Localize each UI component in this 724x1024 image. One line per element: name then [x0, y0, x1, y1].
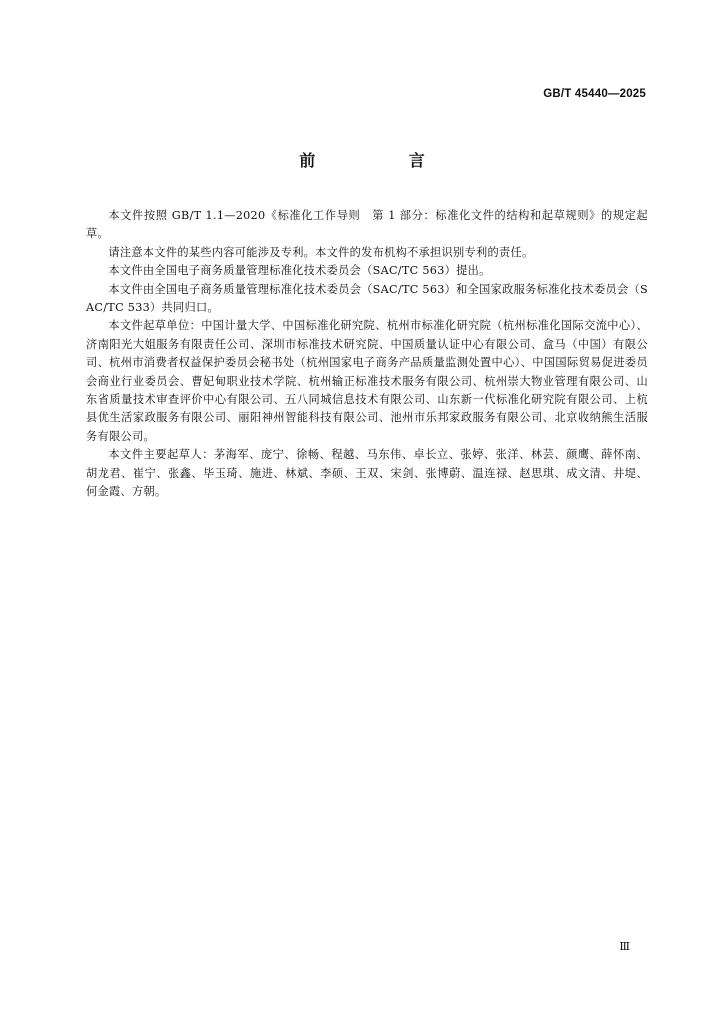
paragraph-proposer: 本文件由全国电子商务质量管理标准化技术委员会（SAC/TC 563）提出。 [108, 264, 491, 278]
page-number: Ⅲ [619, 941, 630, 953]
paragraph-drafters: 本文件主要起草人：茅海军、庞宁、徐畅、程越、马东伟、卓长立、张婷、张洋、林芸、颜鹰、薛怀南、胡龙君、崔宁、张鑫、毕玉琦、施进、林斌、李硕、王双、宋剑、张博蔚、温连禄、赵思琪、成文清、井堤、何金霞、方朝。 [86, 448, 648, 499]
paragraph-drafting-units: 本文件起草单位：中国计量大学、中国标准化研究院、杭州市标准化研究院（杭州标准化国际交流中心）、济南阳光大姐服务有限责任公司、深圳市标准技术研究院、中国质量认证中心有限公司、盒马（中国）有限公司、杭州市消费者权益保护委员会秘书处（杭州国家电子商务产品质量监测处置中心）、中国国际贸易促进委员会商业行业委员会、曹妃甸职业技术学院、杭州输正标准技术服务有限公司、杭州崇大物业管理有限公司、山东省质量技术审查评价中心有限公司、五八同城信息技术有限公司、山东新一代标准化研究院有限公司、上杭县优生活家政服务有限公司、丽阳神州智能科技有限公司、池州市乐邦家政服务有限公司、北京收纳熊生活服务有限公司。 [86, 319, 648, 443]
paragraph-drafting-rules: 本文件按照 GB/T 1.1—2020《标准化工作导则 第 1 部分：标准化文件的结构和起草规则》的规定起草。 [86, 209, 648, 241]
page-title: 前 言 [299, 151, 469, 170]
foreword-body [86, 207, 648, 502]
paragraph-administration: 本文件由全国电子商务质量管理标准化技术委员会（SAC/TC 563）和全国家政服务标准化技术委员会（SAC/TC 533）共同归口。 [86, 282, 648, 315]
paragraph-patent-notice: 请注意本文件的某些内容可能涉及专利。本文件的发布机构不承担识别专利的责任。 [108, 245, 534, 259]
standard-number: GB/T 45440—2025 [543, 88, 646, 100]
